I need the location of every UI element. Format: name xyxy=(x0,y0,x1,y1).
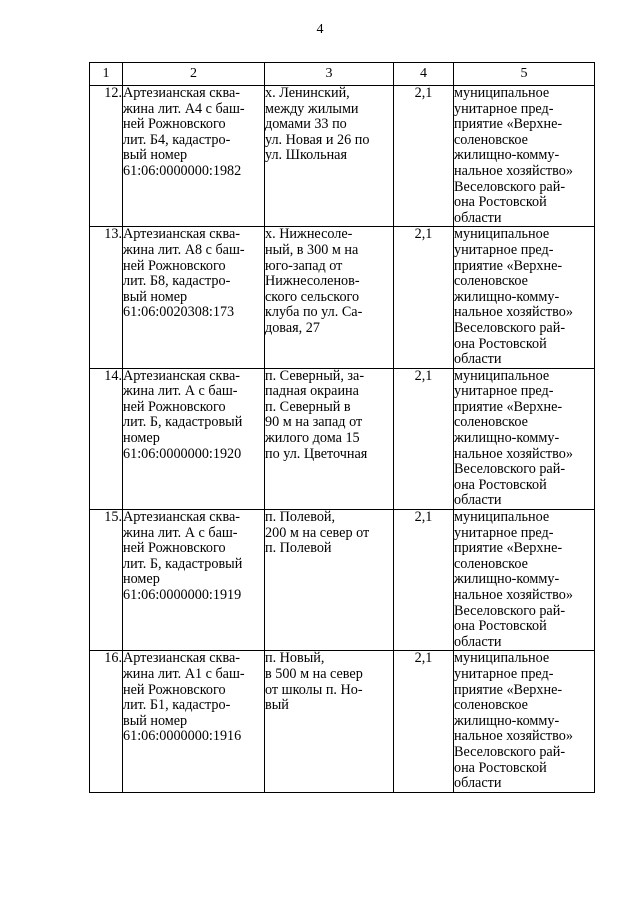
object-description-line: вый номер xyxy=(123,147,188,164)
object-description-line: Артезианская сква- xyxy=(123,367,240,384)
holder-organization-line: солeновское xyxy=(454,131,528,148)
object-location-line: 90 м на запад от xyxy=(265,414,363,431)
holder-organization-line: унитарное пред- xyxy=(454,241,554,258)
holder-organization-line: области xyxy=(454,775,502,792)
object-description xyxy=(123,86,265,227)
object-location-line: клуба по ул. Са- xyxy=(265,304,363,321)
object-location-line: по ул. Цветочная xyxy=(265,445,368,462)
holder-organization-line: Веселовского рай- xyxy=(454,319,566,336)
object-location-line: жилого дома 15 xyxy=(265,430,360,447)
holder-organization-line: она Ростовской xyxy=(454,476,547,493)
object-description-line: жина лит. А4 с баш- xyxy=(123,100,245,117)
object-description-line: жина лит. А8 с баш- xyxy=(123,241,245,258)
holder-organization-line: муниципальное xyxy=(454,650,550,667)
object-location-line: ского сельского xyxy=(265,288,360,305)
object-location-line: домами 33 по xyxy=(265,116,347,133)
holder-organization-line: соленовское xyxy=(454,414,528,431)
object-description-line: лит. Б, кадастровый xyxy=(123,555,243,572)
object-location-line: вый xyxy=(265,697,289,714)
holder-organization-line: муниципальное xyxy=(454,509,550,526)
object-description-line: лит. Б4, кадастро- xyxy=(123,131,231,148)
object-description-line: вый номер xyxy=(123,712,188,729)
object-description-line: ней Рожновского xyxy=(123,116,226,133)
page-number: 4 xyxy=(316,22,324,37)
holder-organization-line: приятие «Верхне- xyxy=(454,398,563,415)
object-description-line: 61:06:0000000:1919 xyxy=(123,587,242,603)
table-row xyxy=(90,510,595,651)
object-location xyxy=(265,651,394,792)
holder-organization-line: муниципальное xyxy=(454,226,550,243)
object-location-line: п. Новый, xyxy=(265,650,325,667)
holder-organization-line: нальное хозяйство» xyxy=(454,304,573,321)
object-location-line: довая, 27 xyxy=(265,319,320,336)
holder-organization-line: нальное хозяйство» xyxy=(454,445,573,462)
registry-table xyxy=(89,62,595,793)
holder-organization-line: унитарное пред- xyxy=(454,100,554,117)
object-location-line: от школы п. Но- xyxy=(265,681,363,698)
table-row xyxy=(90,651,595,792)
holder-organization-line: области xyxy=(454,209,502,226)
object-value: 2,1 xyxy=(394,651,454,792)
object-description-line: ней Рожновского xyxy=(123,540,226,557)
object-description-line: 61:06:0000000:1916 xyxy=(123,728,242,745)
row-number: 16. xyxy=(90,651,123,792)
holder-organization-line: унитарное пред- xyxy=(454,524,554,541)
object-description xyxy=(123,368,265,509)
object-location-line: п. Северный в xyxy=(265,398,351,415)
object-value: 2,1 xyxy=(394,86,454,227)
object-location xyxy=(265,227,394,368)
holder-organization-line: соленовское xyxy=(454,273,528,290)
column-header-3: 3 xyxy=(265,63,394,86)
object-location-line: юго-запад от xyxy=(265,257,343,274)
holder-organization-line: области xyxy=(454,492,502,509)
holder-organization-line: нальное хозяйство» xyxy=(454,728,573,745)
object-description-line: 61:06:0000000:1982 xyxy=(123,162,242,179)
holder-organization-line: она Ростовской xyxy=(454,335,547,352)
holder-organization-line: она Ростовской xyxy=(454,194,547,211)
object-location-line: ул. Школьная xyxy=(265,147,347,164)
holder-organization-line: соленовское xyxy=(454,555,528,572)
holder-organization-line: нальное хозяйство» xyxy=(454,162,573,179)
object-description-line: Артезианская сква- xyxy=(123,226,240,243)
object-description xyxy=(123,510,265,651)
column-header-2: 2 xyxy=(123,63,265,86)
row-number: 12. xyxy=(90,86,123,227)
holder-organization-line: приятие «Верхне- xyxy=(454,681,563,698)
object-description-line: ней Рожновского xyxy=(123,681,226,698)
object-value: 2,1 xyxy=(394,368,454,509)
holder-organization-line: области xyxy=(454,351,502,368)
object-location-line: ный, в 300 м на xyxy=(265,241,359,258)
object-location-line: 200 м на север от xyxy=(265,524,370,541)
object-description-line: Артезианская сква- xyxy=(123,509,240,526)
holder-organization-line: жилищно-комму- xyxy=(454,147,560,164)
holder-organization-line: Веселовского рай- xyxy=(454,743,566,760)
object-description-line: жина лит. А1 с баш- xyxy=(123,665,245,682)
object-location xyxy=(265,368,394,509)
holder-organization-line: жилищно-комму- xyxy=(454,288,560,305)
object-description-line: ней Рожновского xyxy=(123,257,226,274)
holder-organization xyxy=(454,227,595,368)
holder-organization-line: жилищно-комму- xyxy=(454,571,560,588)
table-row xyxy=(90,86,595,227)
table-body xyxy=(90,86,595,793)
holder-organization-line: жилищно-комму- xyxy=(454,430,560,447)
object-description-line: 61:06:0020308:173 xyxy=(123,304,235,321)
object-description-line: номер xyxy=(123,571,160,588)
object-location-line: х. Нижнесоле- xyxy=(265,226,353,243)
holder-organization-line: приятие «Верхне- xyxy=(454,116,563,133)
object-location xyxy=(265,86,394,227)
object-description-line: 61:06:0000000:1920 xyxy=(123,445,242,462)
holder-organization-line: нальное хозяйство» xyxy=(454,587,573,603)
holder-organization xyxy=(454,368,595,509)
object-location-line: падная окраина xyxy=(265,383,359,400)
holder-organization-line: Веселовского рай- xyxy=(454,461,566,478)
object-description-line: вый номер xyxy=(123,288,188,305)
holder-organization-line: муниципальное xyxy=(454,85,550,101)
object-description xyxy=(123,227,265,368)
column-header-1: 1 xyxy=(90,63,123,86)
object-location-line: п. Полевой xyxy=(265,540,332,557)
object-description-line: жина лит. А с баш- xyxy=(123,383,238,400)
object-description xyxy=(123,651,265,792)
holder-organization-line: она Ростовской xyxy=(454,759,547,776)
holder-organization xyxy=(454,510,595,651)
column-header-4: 4 xyxy=(394,63,454,86)
holder-organization-line: она Ростовской xyxy=(454,618,547,635)
table-row xyxy=(90,227,595,368)
object-description-line: номер xyxy=(123,430,160,447)
table-header-row xyxy=(90,63,595,86)
holder-organization-line: унитарное пред- xyxy=(454,383,554,400)
table-row xyxy=(90,368,595,509)
object-value: 2,1 xyxy=(394,510,454,651)
holder-organization-line: унитарное пред- xyxy=(454,665,554,682)
row-number: 15. xyxy=(90,510,123,651)
holder-organization-line: Веселовского рай- xyxy=(454,602,566,619)
holder-organization-line: приятие «Верхне- xyxy=(454,257,563,274)
object-location-line: ул. Новая и 26 по xyxy=(265,131,370,148)
object-location-line: между жилыми xyxy=(265,100,359,117)
object-location xyxy=(265,510,394,651)
column-header-5: 5 xyxy=(454,63,595,86)
holder-organization-line: области xyxy=(454,633,502,650)
object-location-line: х. Ленинский, xyxy=(265,85,350,101)
object-description-line: жина лит. А с баш- xyxy=(123,524,238,541)
row-number: 13. xyxy=(90,227,123,368)
object-description-line: ней Рожновского xyxy=(123,398,226,415)
object-value: 2,1 xyxy=(394,227,454,368)
object-description-line: лит. Б1, кадастро- xyxy=(123,697,231,714)
row-number: 14. xyxy=(90,368,123,509)
holder-organization xyxy=(454,86,595,227)
object-location-line: в 500 м на север xyxy=(265,665,363,682)
object-description-line: лит. Б, кадастровый xyxy=(123,414,243,431)
holder-organization-line: жилищно-комму- xyxy=(454,712,560,729)
object-location-line: п. Полевой, xyxy=(265,509,336,526)
holder-organization-line: соленовское xyxy=(454,697,528,714)
holder-organization xyxy=(454,651,595,792)
object-description-line: лит. Б8, кадастро- xyxy=(123,273,231,290)
holder-organization-line: Веселовского рай- xyxy=(454,178,566,195)
object-description-line: Артезианская сква- xyxy=(123,85,240,101)
holder-organization-line: муниципальное xyxy=(454,367,550,384)
object-location-line: п. Северный, за- xyxy=(265,367,365,384)
object-location-line: Нижнесоленов- xyxy=(265,273,360,290)
holder-organization-line: приятие «Верхне- xyxy=(454,540,563,557)
object-description-line: Артезианская сква- xyxy=(123,650,240,667)
